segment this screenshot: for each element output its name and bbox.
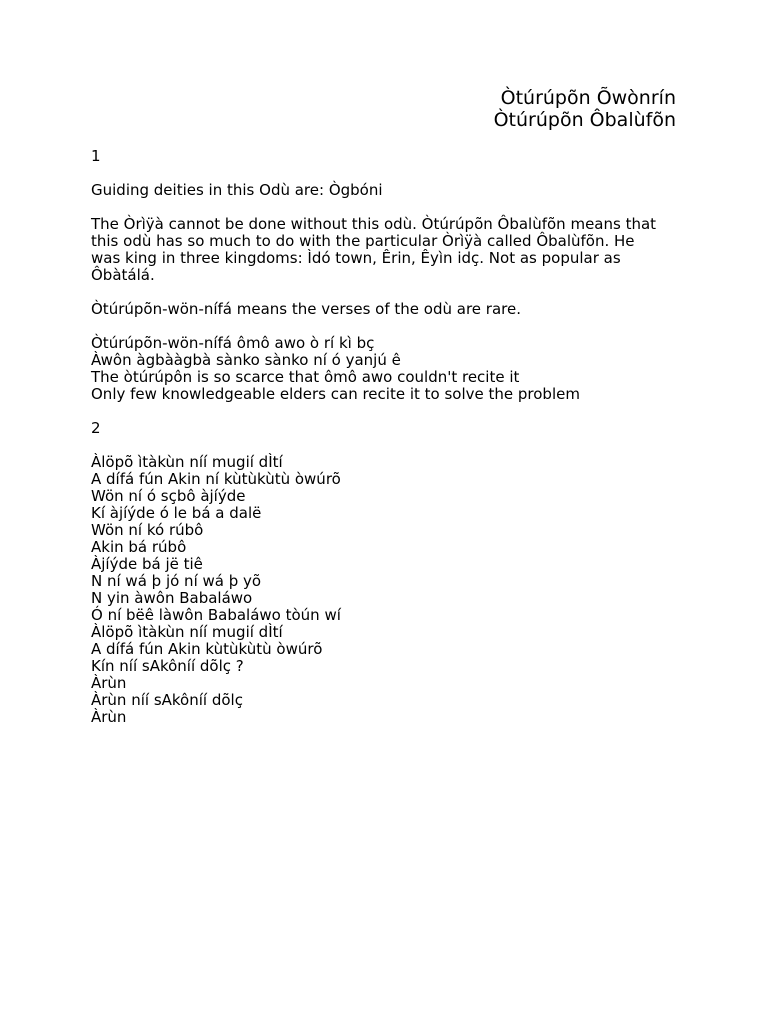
verse-line: Àrùn [91, 674, 127, 692]
section-number-1: 1 [91, 147, 101, 165]
verse-line: A dífá fún Akin ní kùtùkùtù òwúrõ [91, 470, 341, 488]
title-line-1: Òtúrúpõn Õwònrín [500, 87, 676, 109]
verse-line: Àlöpõ ìtàkùn níí mugií dÌtí [91, 453, 283, 471]
section-number-2: 2 [91, 419, 101, 437]
verse-line: N ní wá þ jó ní wá þ yõ [91, 572, 262, 590]
spacer [91, 318, 691, 335]
verse-line: Akin bá rúbô [91, 538, 187, 556]
verse-line: Kín níí sAkôníí dõlç ? [91, 657, 244, 675]
verse-line: Àlöpõ ìtàkùn níí mugií dÌtí [91, 623, 283, 641]
title-line-2: Òtúrúpõn Ôbalùfõn [493, 109, 676, 131]
document-body [91, 148, 691, 726]
verse-line: Only few knowledgeable elders can recite it to solve the problem [91, 385, 580, 403]
verse-line: Òtúrúpõn-wön-nífá ômô awo ò rí kì bç [91, 334, 375, 352]
document-title [494, 87, 676, 131]
verse-line: A dífá fún Akin kùtùkùtù òwúrõ [91, 640, 323, 658]
paragraph-line: Òtúrúpõn-wön-nífá means the verses of the odù are rare. [91, 300, 521, 318]
verse-line: Kí àjíýde ó le bá a dalë [91, 504, 262, 522]
spacer [91, 284, 691, 301]
verse-line: N yin àwôn Babaláwo [91, 589, 253, 607]
verse-line: Àrùn níí sAkôníí dõlç [91, 691, 243, 709]
spacer [91, 199, 691, 216]
spacer [91, 437, 691, 454]
verse-line: The òtúrúpôn is so scarce that ômô awo couldn't recite it [91, 368, 520, 386]
spacer [91, 403, 691, 420]
verse-line: Àwôn àgbààgbà sànko sànko ní ó yanjú ê [91, 351, 401, 369]
guiding-deities-line: Guiding deities in this Odù are: Ògbóni [91, 181, 383, 199]
paragraph-line: The Òrìÿà cannot be done without this odù. Òtúrúpõn Ôbalùfõn means that [91, 215, 657, 233]
spacer [91, 165, 691, 182]
verse-line: Ó ní bëê làwôn Babaláwo tòún wí [91, 606, 341, 624]
verse-line: Wön ní ó sçbô àjíýde [91, 487, 246, 505]
paragraph-line: this odù has so much to do with the particular Òrìÿà called Ôbalùfõn. He [91, 232, 635, 250]
paragraph-line: was king in three kingdoms: Ìdó town, Êrin, Êyìn idç. Not as popular as [91, 249, 621, 267]
verse-line: Àjíýde bá jë tiê [91, 555, 203, 573]
paragraph-line: Ôbàtálá. [91, 266, 155, 284]
verse-line: Wön ní kó rúbô [91, 521, 204, 539]
verse-line: Àrùn [91, 708, 127, 726]
